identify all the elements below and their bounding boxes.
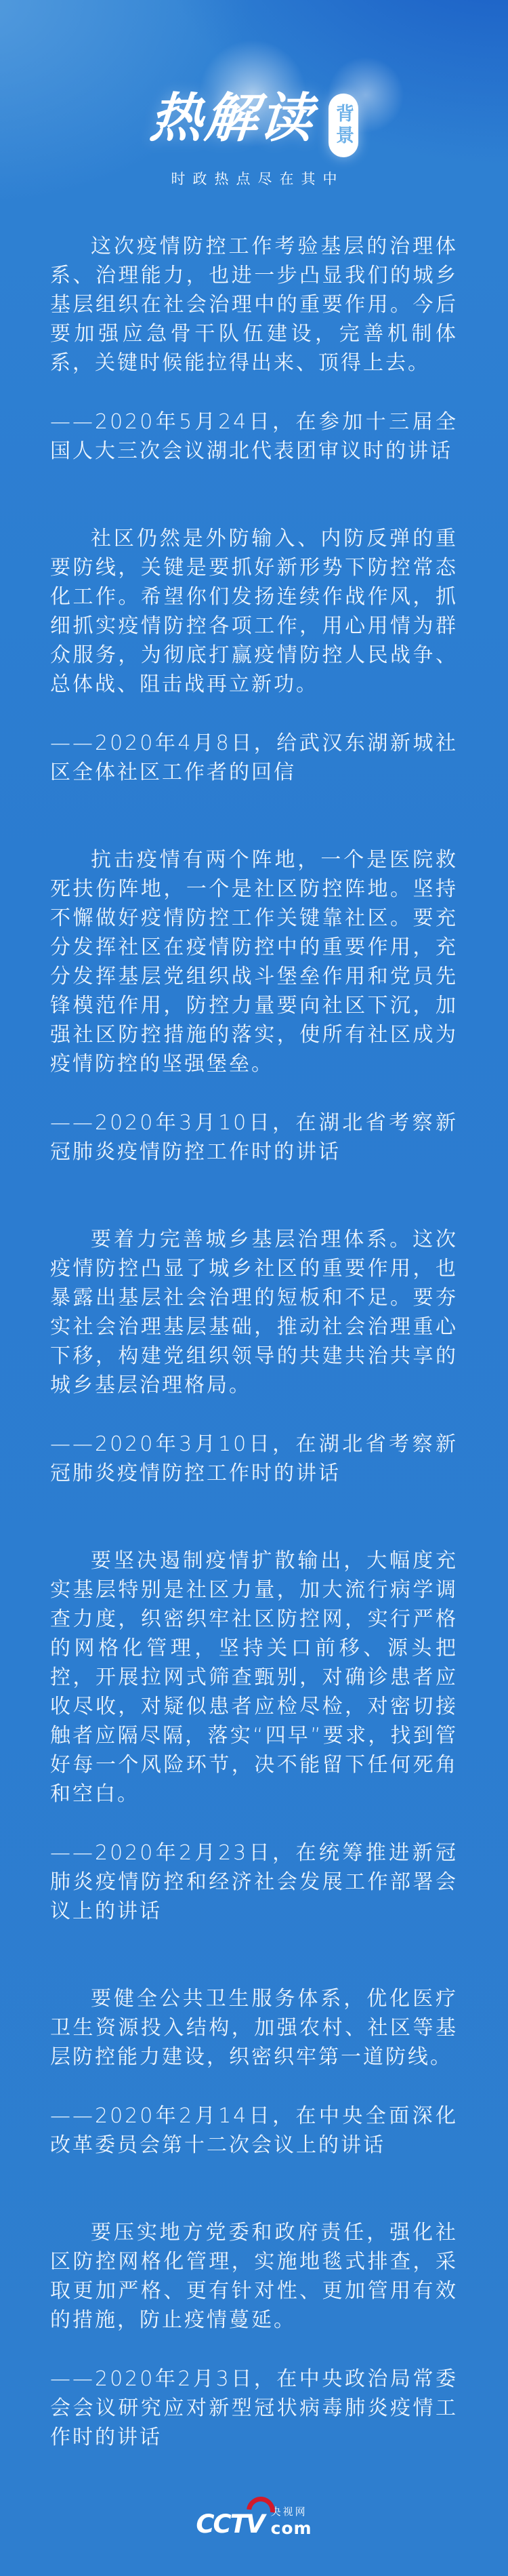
cctv-text: CCTV: [196, 2510, 264, 2539]
quote-text: 社区仍然是外防输入、内防反弹的重要防线，关键是要抓好新形势下防控常态化工作。希望你们发扬连续作战作风，抓细抓实疫情防控各项工作，用心用情为群众服务，为彻底打赢疫情防控人民战争、总体战、阻击战再立新功。: [50, 527, 458, 696]
quote-source: ——2020年2月3日，在中央政治局常委会会议研究应对新型冠状病毒肺炎疫情工作时的讲话: [50, 2367, 458, 2449]
quote-text: 要压实地方党委和政府责任，强化社区防控网格化管理，实施地毯式排查，采取更加严格、更有针对性、更加管用有效的措施，防止疫情蔓延。: [50, 2221, 458, 2332]
quote-list: [50, 232, 458, 2452]
masthead: [0, 0, 508, 188]
cctv-logo: [196, 2507, 312, 2537]
cctv-wordmark: [196, 2512, 263, 2537]
cctv-cn-text: 央视网: [270, 2505, 308, 2518]
quote-source: ——2020年5月24日，在参加十三届全国人大三次会议湖北代表团审议时的讲话: [50, 410, 458, 463]
footer: [0, 2507, 508, 2537]
quote-block-1: [50, 232, 458, 466]
brand-subtitle: 时政热点尽在其中: [171, 171, 345, 187]
brand-title: 热解读: [148, 88, 317, 149]
cctv-sidemark: [271, 2507, 312, 2537]
quote-source: ——2020年3月10日，在湖北省考察新冠肺炎疫情防控工作时的讲话: [50, 1432, 458, 1485]
quote-block-2: [50, 524, 458, 787]
quote-block-5: [50, 1546, 458, 1926]
quote-text: 要坚决遏制疫情扩散输出，大幅度充实基层特别是社区力量，加大流行病学调查力度，织密织牢社区防控网，实行严格的网格化管理，坚持关口前移、源头把控，开展拉网式筛查甄别，对确诊患者应收尽收，对疑似患者应检尽检，对密切接触者应隔尽隔，落实“四早”要求，找到管好每一个风险环节，决不能留下任何死角和空白。: [50, 1549, 458, 1806]
quote-source: ——2020年3月10日，在湖北省考察新冠肺炎疫情防控工作时的讲话: [50, 1111, 458, 1164]
quote-block-6: [50, 1984, 458, 2160]
quote-block-4: [50, 1225, 458, 1488]
quote-text: 抗击疫情有两个阵地，一个是医院救死扶伤阵地，一个是社区防控阵地。坚持不懈做好疫情防控工作关键靠社区。要充分发挥社区在疫情防控中的重要作用，充分发挥基层党组织战斗堡垒作用和党员先锋模范作用，防控力量要向社区下沉，加强社区防控措施的落实，使所有社区成为疫情防控的坚强堡垒。: [50, 848, 458, 1076]
quote-source: ——2020年4月8日，给武汉东湖新城社区全体社区工作者的回信: [50, 731, 458, 784]
quote-block-3: [50, 845, 458, 1167]
quote-source: ——2020年2月23日，在统筹推进新冠肺炎疫情防控和经济社会发展工作部署会议上的讲话: [50, 1841, 458, 1923]
quote-block-7: [50, 2218, 458, 2452]
quote-text: 这次疫情防控工作考验基层的治理体系、治理能力，也进一步凸显我们的城乡基层组织在社会治理中的重要作用。今后要加强应急骨干队伍建设，完善机制体系，关键时候能拉得出来、顶得上去。: [50, 235, 458, 375]
cctv-com-text: com: [270, 2518, 312, 2538]
quote-text: 要健全公共卫生服务体系，优化医疗卫生资源投入结构，加强农村、社区等基层防控能力建设，织密织牢第一道防线。: [50, 1987, 458, 2069]
quote-source: ——2020年2月14日，在中央全面深化改革委员会第十二次会议上的讲话: [50, 2104, 458, 2157]
brand-row: [0, 88, 508, 157]
quote-text: 要着力完善城乡基层治理体系。这次疫情防控凸显了城乡社区的重要作用，也暴露出基层社会治理的短板和不足。要夯实社会治理基层基础，推动社会治理重心下移，构建党组织领导的共建共治共享的城乡基层治理格局。: [50, 1228, 458, 1397]
brand-badge: 背景: [329, 94, 358, 157]
